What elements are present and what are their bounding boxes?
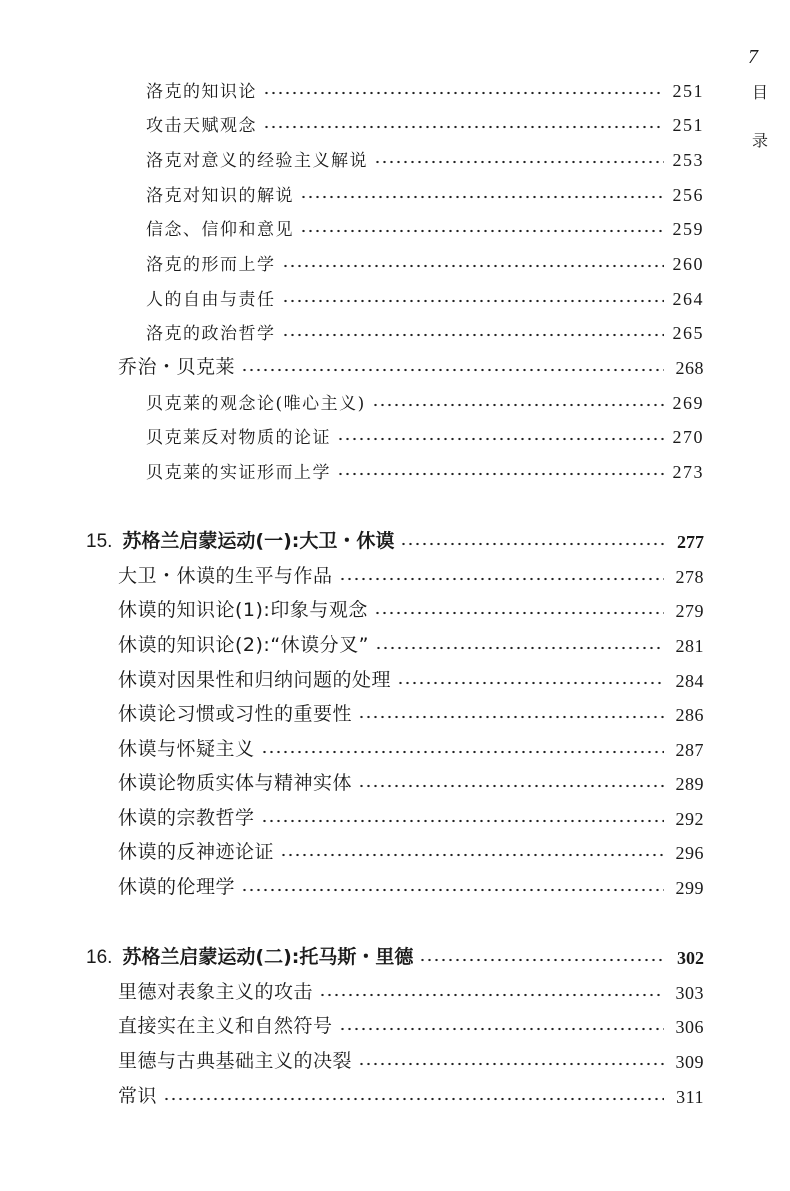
entry-title: 贝克莱的观念论(唯心主义) xyxy=(146,394,366,414)
side-label-bottom: 录 xyxy=(751,131,768,150)
entry-title: 休谟的宗教哲学 xyxy=(118,807,255,829)
chapter-number: 15. xyxy=(86,531,113,552)
toc-entry xyxy=(146,388,704,414)
side-label-top: 目 xyxy=(751,83,768,102)
entry-page-number: 259 xyxy=(672,219,704,239)
entry-page-number: 265 xyxy=(672,323,704,343)
toc-entry xyxy=(118,735,704,761)
entry-page-number: 270 xyxy=(672,427,704,447)
entry-title: 里德与古典基础主义的决裂 xyxy=(118,1050,353,1072)
dot-leader xyxy=(397,680,664,686)
dot-leader xyxy=(374,610,664,616)
entry-page-number: 264 xyxy=(672,289,704,309)
entry-title: 直接实在主义和自然符号 xyxy=(118,1015,333,1037)
dot-leader xyxy=(419,957,664,963)
entry-title: 里德对表象主义的攻击 xyxy=(118,981,314,1003)
entry-title: 信念、信仰和意见 xyxy=(146,220,294,240)
dot-leader xyxy=(261,749,664,755)
entry-title: 洛克的形而上学 xyxy=(146,255,276,275)
entry-title: 苏格兰启蒙运动(一):大卫・休谟 xyxy=(122,530,395,552)
toc-entry xyxy=(118,631,704,657)
entry-page-number: 309 xyxy=(675,1052,704,1072)
entry-title: 休谟的知识论(1):印象与观念 xyxy=(118,599,368,621)
toc-entry xyxy=(146,180,704,206)
dot-leader xyxy=(374,159,664,165)
entry-page-number: 311 xyxy=(676,1087,704,1107)
toc-entry xyxy=(146,284,704,310)
toc-entry xyxy=(146,249,704,275)
toc-entry xyxy=(118,978,704,1004)
toc-entry xyxy=(118,769,704,795)
entry-page-number: 253 xyxy=(672,150,704,170)
dot-leader xyxy=(358,783,664,789)
entry-page-number: 273 xyxy=(672,462,704,482)
entry-page-number: 251 xyxy=(672,115,704,135)
entry-page-number: 251 xyxy=(672,81,704,101)
dot-leader xyxy=(337,436,664,442)
entry-page-number: 277 xyxy=(677,532,704,552)
entry-title: 洛克对意义的经验主义解说 xyxy=(146,151,368,171)
dot-leader xyxy=(241,887,664,893)
entry-page-number: 289 xyxy=(675,774,704,794)
entry-title: 贝克莱的实证形而上学 xyxy=(146,463,331,483)
entry-title: 休谟的知识论(2):“休谟分叉” xyxy=(118,634,370,656)
entry-page-number: 279 xyxy=(675,601,704,621)
dot-leader xyxy=(339,1026,664,1032)
entry-page-number: 269 xyxy=(672,393,704,413)
entry-page-number: 278 xyxy=(675,567,704,587)
entry-title: 休谟论习惯或习性的重要性 xyxy=(118,703,353,725)
dot-leader xyxy=(375,645,664,651)
entry-title: 人的自由与责任 xyxy=(146,290,276,310)
dot-leader xyxy=(300,194,664,200)
entry-page-number: 287 xyxy=(675,740,704,760)
entry-title: 攻击天赋观念 xyxy=(146,116,257,136)
entry-page-number: 302 xyxy=(677,948,704,968)
dot-leader xyxy=(339,576,664,582)
entry-title: 乔治・贝克莱 xyxy=(118,356,236,378)
entry-title: 休谟的伦理学 xyxy=(118,876,236,898)
dot-leader xyxy=(400,541,664,547)
entry-page-number: 296 xyxy=(675,843,704,863)
dot-leader xyxy=(282,332,665,338)
entry-title: 洛克对知识的解说 xyxy=(146,186,294,206)
entry-title: 休谟与怀疑主义 xyxy=(118,738,255,760)
entry-page-number: 292 xyxy=(675,809,704,829)
dot-leader xyxy=(261,818,664,824)
entry-page-number: 284 xyxy=(675,671,704,691)
entry-page-number: 281 xyxy=(675,636,704,656)
entry-page-number: 260 xyxy=(672,254,704,274)
dot-leader xyxy=(163,1096,664,1102)
entry-title: 贝克莱反对物质的论证 xyxy=(146,428,331,448)
dot-leader xyxy=(358,714,664,720)
chapter-number: 16. xyxy=(86,947,113,968)
entry-page-number: 299 xyxy=(675,878,704,898)
entry-title: 休谟论物质实体与精神实体 xyxy=(118,772,353,794)
dot-leader xyxy=(241,367,664,373)
toc-entry xyxy=(118,353,704,379)
entry-title: 大卫・休谟的生平与作品 xyxy=(118,565,333,587)
toc-entry xyxy=(118,666,704,692)
toc-chapter-entry xyxy=(86,943,704,969)
toc-entry xyxy=(146,318,704,344)
toc-entry xyxy=(118,838,704,864)
dot-leader xyxy=(372,402,664,408)
entry-title: 休谟的反神迹论证 xyxy=(118,841,275,863)
toc-entry xyxy=(118,700,704,726)
entry-title: 洛克的政治哲学 xyxy=(146,324,276,344)
toc-entry xyxy=(146,76,704,102)
dot-leader xyxy=(263,124,664,130)
entry-page-number: 286 xyxy=(675,705,704,725)
toc-entry xyxy=(118,1047,704,1073)
entry-page-number: 303 xyxy=(675,983,704,1003)
toc-chapter-entry xyxy=(86,527,704,553)
dot-leader xyxy=(282,298,665,304)
entry-title: 休谟对因果性和归纳问题的处理 xyxy=(118,669,392,691)
toc-entry xyxy=(146,214,704,240)
entry-page-number: 306 xyxy=(675,1017,704,1037)
toc-entry xyxy=(118,873,704,899)
toc-entry xyxy=(118,562,704,588)
dot-leader xyxy=(300,228,664,234)
toc-entry xyxy=(118,596,704,622)
dot-leader xyxy=(337,471,664,477)
toc-entry xyxy=(118,1082,704,1108)
dot-leader xyxy=(280,852,664,858)
entry-page-number: 256 xyxy=(672,185,704,205)
toc-entry xyxy=(146,457,704,483)
entry-title: 苏格兰启蒙运动(二):托马斯・里德 xyxy=(122,946,414,968)
toc-entry xyxy=(118,804,704,830)
dot-leader xyxy=(319,992,664,998)
dot-leader xyxy=(282,263,665,269)
entry-page-number: 268 xyxy=(675,358,704,378)
toc-entry xyxy=(146,145,704,171)
toc-entry xyxy=(118,1012,704,1038)
entry-title: 洛克的知识论 xyxy=(146,82,257,102)
toc-entry xyxy=(146,110,704,136)
toc-entry xyxy=(146,422,704,448)
dot-leader xyxy=(358,1061,664,1067)
entry-title: 常识 xyxy=(118,1085,158,1107)
page-number: 7 xyxy=(748,46,758,68)
dot-leader xyxy=(263,90,664,96)
